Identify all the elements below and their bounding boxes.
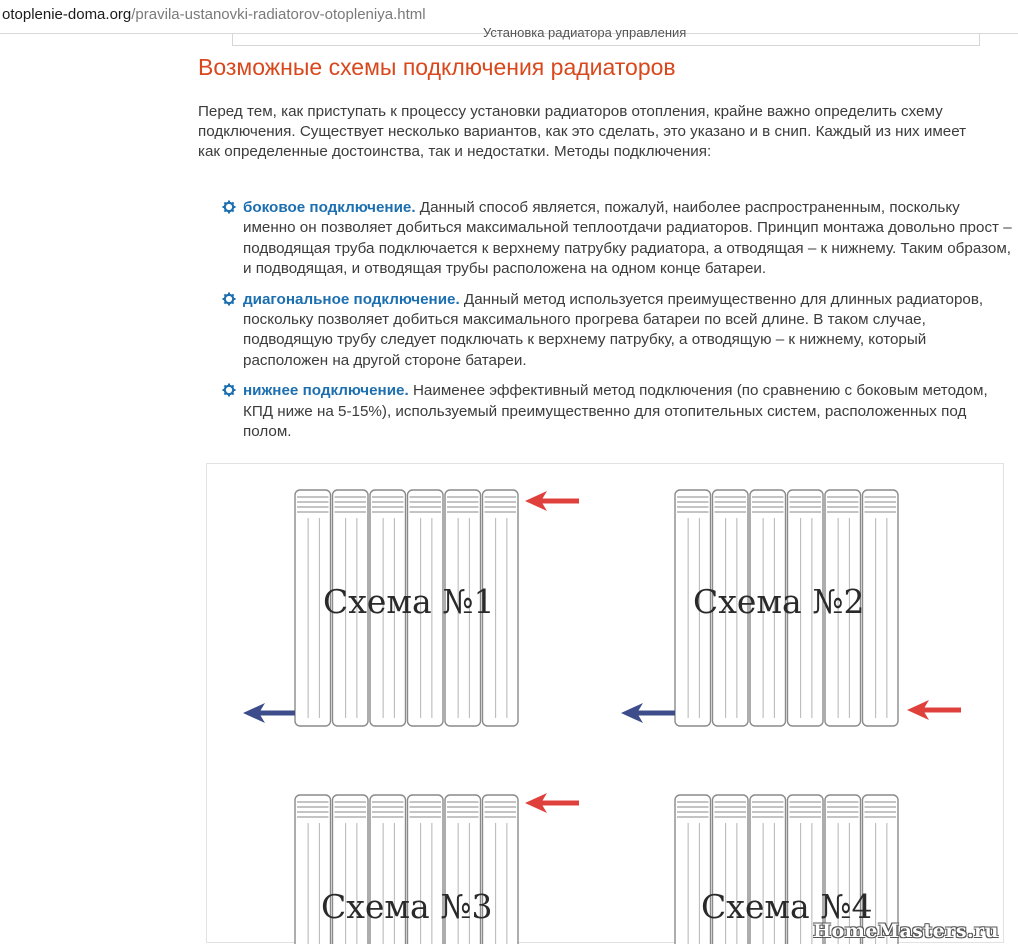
gear-bullet-icon — [222, 383, 236, 397]
gear-bullet-icon — [222, 200, 236, 214]
scheme-label-4: Схема №4 — [701, 887, 873, 926]
connection-schemes-image — [206, 463, 1004, 943]
url-path: /pravila-ustanovki-radiatorov-otopleniya.html — [131, 6, 426, 23]
intro-paragraph: Перед тем, как приступать к процессу установки радиаторов отопления, крайне важно определить схему подключения. Существует несколько вариантов, как это сделать, это указано и в снип. Каждый из них имеет как определенные достоинства, так и недостатки. Методы подключения: — [198, 103, 967, 160]
method-term-diagonal: диагональное подключение. — [243, 290, 460, 308]
scheme-label-2: Схема №2 — [693, 582, 865, 621]
methods-list — [222, 198, 1012, 452]
scheme-label-3: Схема №3 — [321, 887, 493, 926]
method-item — [222, 381, 1012, 442]
previous-section-box — [232, 25, 980, 46]
method-term-bottom: нижнее подключение. — [243, 382, 409, 400]
site-watermark: HomeMasters.ru — [813, 920, 999, 942]
radiator-schemes-drawing — [207, 464, 1005, 944]
scheme-label-1: Схема №1 — [323, 582, 495, 621]
method-description: Данный метод используется преимущественно для длинных радиаторов, поскольку позволяет добиться максимального прогрева батареи по всей длине. В таком случае, подводящую трубу следует подключать к верхнему патрубку, а отводящую – к нижнему, который расположен на другой стороне батареи. — [243, 290, 984, 369]
radiator-section — [863, 490, 899, 726]
article-heading: Возможные схемы подключения радиаторов — [198, 54, 676, 80]
method-item — [222, 290, 1012, 372]
method-description: Наименее эффективный метод подключения (по сравнению с боковым методом, КПД ниже на 5-15%), используемый преимущественно для отопительных систем, расположенных под полом. — [243, 382, 988, 441]
method-term-side: боковое подключение. — [243, 199, 416, 216]
method-item — [222, 198, 1012, 280]
previous-section-text: Установка радиатора управления — [483, 25, 687, 40]
url-text[interactable] — [2, 6, 426, 23]
url-host: otoplenie-doma.org — [2, 6, 132, 23]
gear-bullet-icon — [222, 292, 236, 306]
method-description: Данный способ является, пожалуй, наиболее распространенным, поскольку именно он позволяет добиться максимальной теплоотдачи радиаторов. Принцип монтажа довольно прост – подводящая труба подключается к верхнему патрубку радиатора, а отводящая – к нижнему. Таким образом, и подводящая, и отводящая трубы расположена на одном конце батареи. — [243, 199, 1012, 278]
